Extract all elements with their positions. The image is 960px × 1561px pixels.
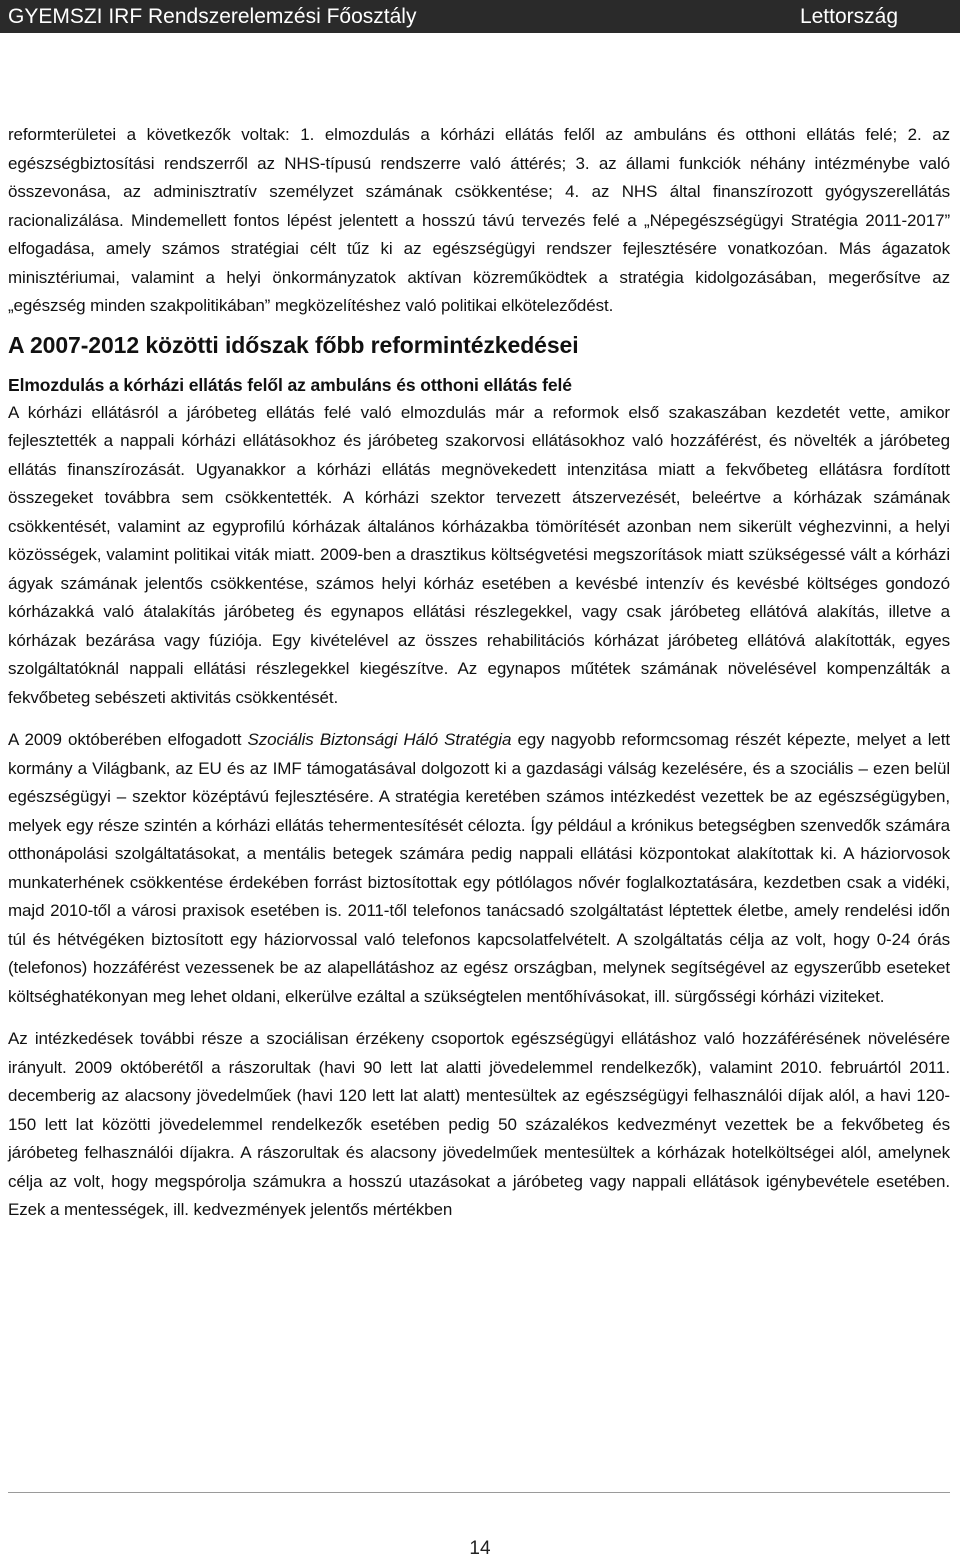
paragraph-access: Az intézkedések további része a szociálisan érzékeny csoportok egészségügyi ellátáshoz való hozzáférésének növelésére irányult. 2009 októberétől a rászorultak (havi 90 lett lat alatti jövedelemmel rendelkezők), valamint 2010. februártól 2011. decemberig az alacsony jövedelműek (havi 120 lett lat alatt) mentesültek az egészségügyi felhasználói díjak alól, a havi 120-150 lett lat közötti jövedelemmel rendelkezők esetében pedig 50 százalékos kedvezményt vezettek be a fekvőbeteg és járóbeteg felhasználói díjakra. A rászorultak és alacsony jövedelműek mentesültek a kórházak hotelköltségei alól, amelynek célja az volt, hogy megspórolja számukra a hosszú utazásokat a járóbeteg vagy nappali ellátások igénybevétele esetében. Ezek a mentességek, ill. kedvezmények jelentős mértékben (8, 1029, 950, 1219)
paragraph-intro: reformterületei a következők voltak: 1. elmozdulás a kórházi ellátás felől az ambuláns és otthoni ellátás felé; 2. az egészségbiztosítási rendszerről az NHS-típusú rendszerre való áttérés; 3. az állami funkciók néhány intézménybe való összevonása, az adminisztratív személyzet számának csökkentése; 4. az NHS által finanszírozott gyógyszerellátás racionalizálása. Mindemellett fontos lépést jelentett a hosszú távú tervezés felé a „Népegészségügyi Stratégia 2011-2017” elfogadása, amely számos stratégiai célt tűz ki az egészségügyi rendszer fejlesztésére vonatkozóan. Más ágazatok minisztériumai, valamint a helyi önkormányzatok aktívan közreműködtek a stratégia kidolgozásában, megerősítve az „egészség minden szakpolitikában” megközelítéshez való politikai elköteleződést. (8, 125, 950, 315)
header-country: Lettország (799, 4, 898, 28)
paragraph-hospital-shift: A kórházi ellátásról a járóbeteg ellátás felé való elmozdulás már a reformok első szakaszában kezdetét vette, amikor fejlesztették a nappali kórházi ellátásokhoz és járóbeteg szakorvosi ellátásokhoz való hozzáférést, és növelték a járóbeteg ellátás finanszírozását. Ugyanakkor a kórházi ellátás megnövekedett intenzitása miatt a fekvőbeteg ellátásra fordított összegeket továbbra sem csökkentették. A kórházi szektor tervezett átszervezését, beleértve a kórházak számának csökkentését, valamint az egyprofilú kórházak általános kórházakba tömörítését azonban nem sikerült véghezvinni, a helyi közösségek, valamint politikai viták miatt. 2009-ben a drasztikus költségvetési megszorítások miatt szükségessé vált a kórházi ágyak számának jelentős csökkentése, számos helyi kórház esetében a kevésbé intenzív és kevésbé költséges gondozó kórházakká való átalakítás járóbeteg és egynapos ellátási részlegekkel, vagy csak járóbeteg ellátóvá alakítás, illetve a kórházak bezárása vagy fúziója. Egy kivételével az összes rehabilitációs kórházat járóbeteg ellátóvá alakították, egyes szolgáltatóknál nappali ellátási részlegekkel kiegészítve. Az egynapos műtétek számának növelésével kompenzálták a fekvőbeteg sebészeti aktivitás csökkentését. (8, 402, 950, 707)
page-header (0, 0, 960, 33)
document-body (8, 121, 950, 1225)
paragraph-safety-net-lead: A 2009 októberében elfogadott (8, 730, 248, 749)
paragraph-safety-net-rest: egy nagyobb reformcsomag részét képezte, melyet a lett kormány a Világbank, az EU és az IMF támogatásával dolgozott ki a gazdasági válság kezelésére, és a szociális – ezen belül egészségügyi – szektor középtávú fejlesztésére. A stratégia keretében számos intézkedést vezettek be az egészségügyben, melyek egy része szintén a kórházi ellátás tehermentesítését célozta. Így például a krónikus betegségben szenvedők számára otthonápolási szolgáltatásokat, a mentális betegek számára pedig nappali ellátási központokat alakítottak ki. A háziorvosok munkaterhének csökkentése érdekében forrást biztosítottak egy pótlólagos nővér foglalkoztatására, kezdetben csak a vidéki, majd 2010-től a városi praxisok esetében is. 2011-től telefonos tanácsadó szolgáltatást léptettek életbe, amely rendelési időn túl és hétvégéken biztosított egy háziorvossal való telefonos kapcsolatfelvételt. A szolgáltatás célja az volt, hogy 0-24 órás (telefonos) hozzáférést vezessenek be az alapellátáshoz az egész országban, melynek segítségével az egyszerűbb eseteket költséghatékonyan meg lehet oldani, elkerülve ezáltal a szükségtelen mentőhívásokat, ill. sürgősségi kórházi viziteket. (8, 730, 951, 1006)
subsection-heading: Elmozdulás a kórházi ellátás felől az ambuláns és otthoni ellátás felé (8, 374, 572, 395)
section-heading: A 2007-2012 közötti időszak főbb reformintézkedései (8, 331, 579, 358)
strategy-title: Szociális Biztonsági Háló Stratégia (247, 730, 512, 749)
paragraph-safety-net (8, 726, 950, 1011)
page-number: 14 (469, 1538, 491, 1559)
footer-divider (8, 1492, 950, 1493)
header-organization: GYEMSZI IRF Rendszerelemzési Főosztály (8, 4, 417, 28)
